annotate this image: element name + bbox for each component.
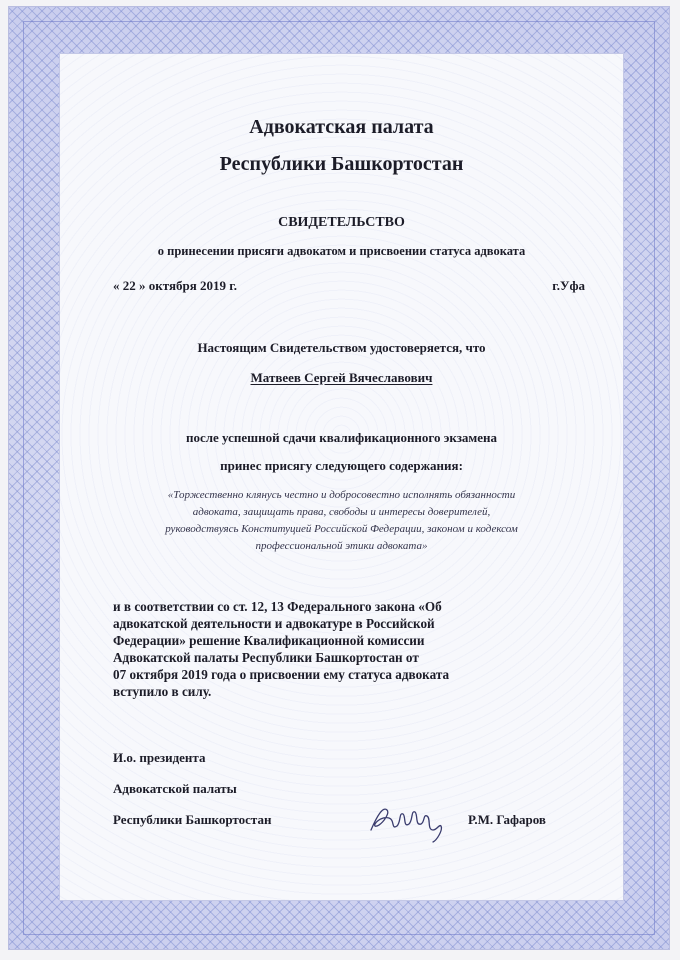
signatory-role-2: Адвокатской палаты xyxy=(113,781,237,796)
org-name-line1: Адвокатская палата xyxy=(249,116,434,138)
oath-line: адвоката, защищать права, свободы и интересы доверителей, xyxy=(192,506,491,518)
issue-city: г.Уфа xyxy=(552,278,585,293)
certificate-border xyxy=(8,6,670,950)
org-name-line2: Республики Башкортостан xyxy=(219,153,464,175)
holder-name-text: Матвеев Сергей Вячеславович xyxy=(250,370,433,385)
certificate-body xyxy=(59,53,624,901)
paragraph-line: 07 октября 2019 года о присвоении ему статуса адвоката xyxy=(113,667,450,682)
paragraph-line: вступило в силу. xyxy=(113,684,212,699)
oath-line: руководствуясь Конституцией Российской Федерации, законом и кодексом xyxy=(165,523,518,535)
oath-line: профессиональной этики адвоката» xyxy=(255,540,428,552)
paragraph-line: Адвокатской палаты Республики Башкортостан от xyxy=(113,650,419,665)
oath-line: «Торжественно клянусь честно и добросовестно исполнять обязанности xyxy=(167,489,516,501)
holder-name xyxy=(60,370,623,386)
signatory-name: Р.М. Гафаров xyxy=(468,812,546,827)
document-title: СВИДЕТЕЛЬСТВО xyxy=(278,215,405,230)
oath-intro: принес присягу следующего содержания: xyxy=(220,458,463,473)
paragraph-line: и в соответствии со ст. 12, 13 Федерального закона «Об xyxy=(113,599,442,614)
issue-date: « 22 » октября 2019 г. xyxy=(113,278,237,293)
signatory-role-3: Республики Башкортостан xyxy=(113,812,272,827)
paragraph-line: Федерации» решение Квалификационной комиссии xyxy=(113,633,425,648)
decision-paragraph xyxy=(113,598,585,700)
document-subtitle: о принесении присяги адвокатом и присвоении статуса адвоката xyxy=(157,244,526,258)
handwritten-signature xyxy=(365,796,455,846)
signatory-role-1: И.о. президента xyxy=(113,750,206,765)
oath-text xyxy=(100,487,583,555)
paragraph-line: адвокатской деятельности и адвокатуре в Российской xyxy=(113,616,435,631)
exam-text: после успешной сдачи квалификационного экзамена xyxy=(185,430,498,445)
intro-text: Настоящим Свидетельством удостоверяется, что xyxy=(197,340,486,355)
